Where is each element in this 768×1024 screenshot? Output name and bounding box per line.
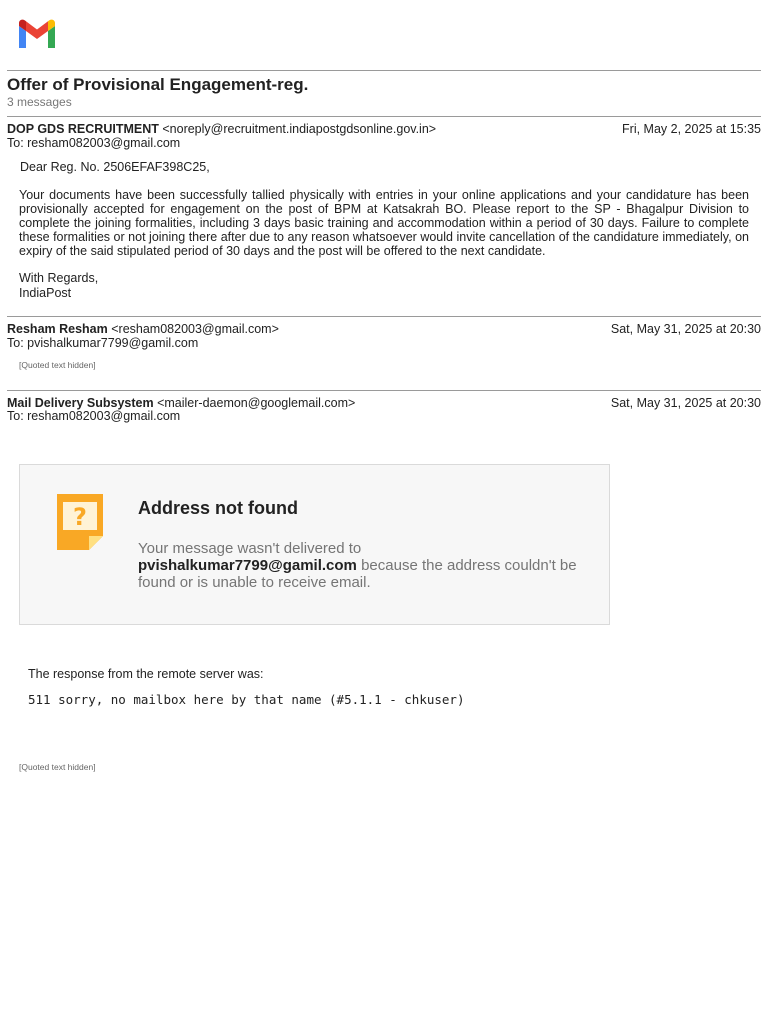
recipient: To: resham082003@gmail.com	[7, 136, 181, 150]
closing: With Regards,	[19, 271, 99, 285]
message-date: Sat, May 31, 2025 at 20:30	[610, 322, 761, 336]
sender-name: DOP GDS RECRUITMENT	[7, 122, 159, 136]
message-body	[19, 160, 749, 300]
warning-note-icon	[55, 492, 105, 550]
bounce-message-prefix: Your message wasn't delivered to	[138, 540, 362, 557]
svg-text:?: ?	[73, 503, 87, 531]
message-header	[7, 396, 355, 410]
bounce-title: Address not found	[138, 498, 298, 518]
recipient: To: resham082003@gmail.com	[7, 409, 181, 423]
message-header	[7, 122, 436, 136]
sender-email: <noreply@recruitment.indiapostgdsonline.gov.in>	[162, 122, 437, 136]
bounce-message	[138, 540, 598, 591]
message-date: Sat, May 31, 2025 at 20:30	[610, 396, 761, 410]
recipient: To: pvishalkumar7799@gamil.com	[7, 336, 199, 350]
sender-name: Resham Resham	[7, 322, 108, 336]
greeting: Dear Reg. No. 2506EFAF398C25,	[20, 160, 210, 174]
sender-email: <resham082003@gmail.com>	[111, 322, 279, 336]
divider	[7, 390, 761, 391]
gmail-logo-icon	[16, 18, 58, 50]
response-label: The response from the remote server was:	[28, 667, 264, 681]
sender-email: <mailer-daemon@googlemail.com>	[157, 396, 356, 410]
divider	[7, 116, 761, 117]
signature: IndiaPost	[19, 286, 72, 300]
divider	[7, 70, 761, 71]
sender-name: Mail Delivery Subsystem	[7, 396, 154, 410]
body-paragraph: Your documents have been successfully tallied physically with entries in your online applications and your candidature has been provisionally accepted for engagement on the post of BPM at Katsakrah BO. Please report to the SP - Bhagalpur Division to complete the joining formalities, including 3 days basic training and accommodation within a period of 30 days. Failure to complete these formalities or not joining there after due to any reason whatsoever would invite cancellation of the candidature immediately, on expiry of the said stipulated period of 30 days and the post will be offered to the next candidate.	[19, 188, 749, 258]
quoted-text-hidden[interactable]: [Quoted text hidden]	[19, 360, 96, 370]
message-date: Fri, May 2, 2025 at 15:35	[622, 122, 761, 136]
quoted-text-hidden[interactable]: [Quoted text hidden]	[19, 762, 96, 772]
bounce-message-suffix: because the address couldn't be found or is unable to receive email.	[138, 557, 577, 591]
message-header	[7, 322, 279, 336]
bounce-address: pvishalkumar7799@gamil.com	[138, 557, 357, 574]
bounce-notice	[19, 464, 610, 625]
response-code: 511 sorry, no mailbox here by that name (#5.1.1 - chkuser)	[28, 692, 465, 707]
thread-subject: Offer of Provisional Engagement-reg.	[7, 75, 309, 94]
divider	[7, 316, 761, 317]
message-count: 3 messages	[7, 95, 72, 109]
